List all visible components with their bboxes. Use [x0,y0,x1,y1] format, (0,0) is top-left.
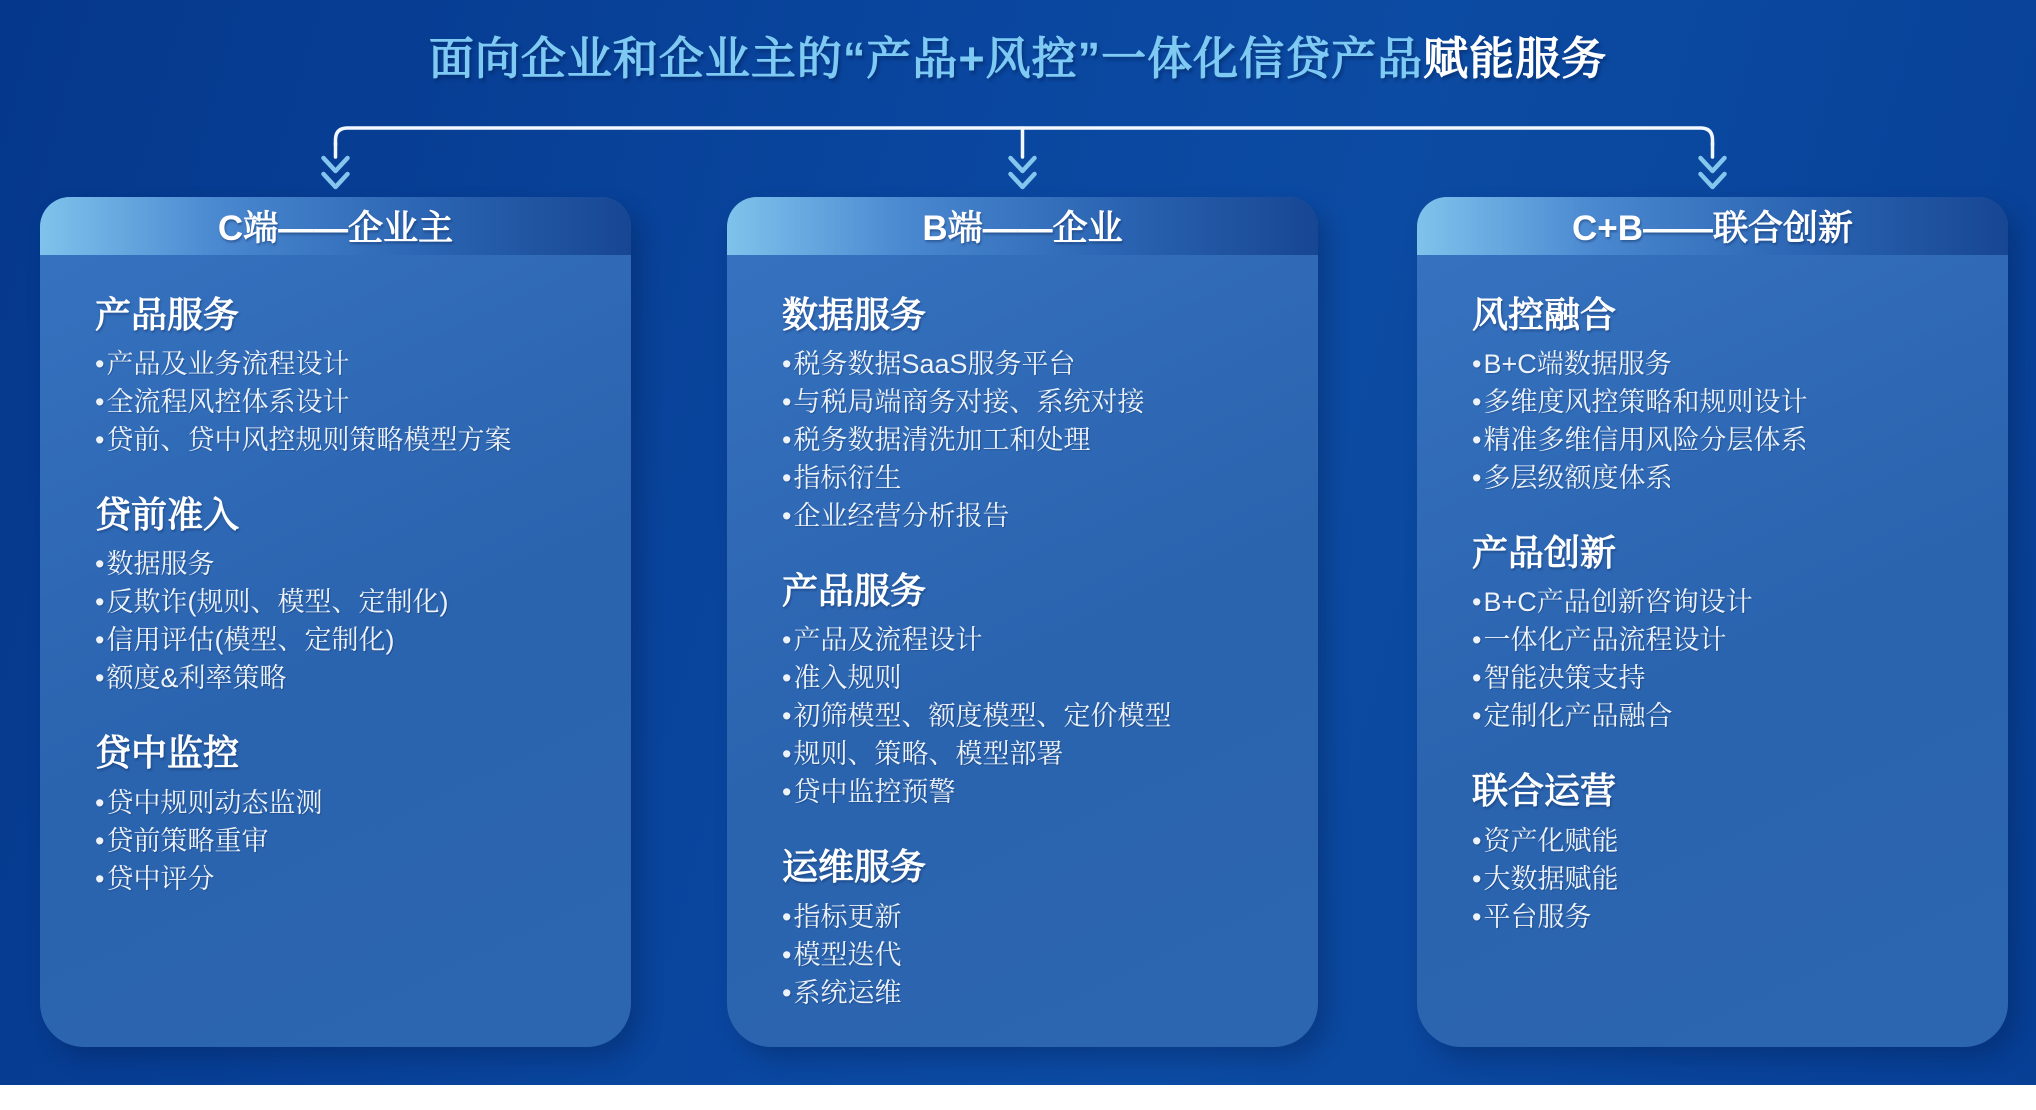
bullet-item: • 产品及业务流程设计 [95,345,581,383]
bullet-list [1472,345,1958,497]
card-header [1417,197,2008,255]
section-heading: 产品服务 [782,570,927,612]
section-ops-service [782,845,1268,1011]
section-heading: 联合运营 [1472,770,1617,812]
bullet-item: • 多维度风控策略和规则设计 [1472,383,1958,421]
bullet-item: • 贷前、贷中风控规则策略模型方案 [95,421,581,459]
section-in-loan-monitoring [95,731,581,897]
card-body [40,255,631,898]
bullet-item: • 全流程风控体系设计 [95,383,581,421]
card-header-label: B端——企业 [922,209,1123,248]
card-body [1417,255,2008,936]
bullet-item: • 数据服务 [95,545,581,583]
section-heading: 贷中监控 [95,732,240,774]
bullet-item: • 税务数据清洗加工和处理 [782,421,1268,459]
bullet-item: • 系统运维 [782,974,1268,1012]
bullet-list [1472,583,1958,735]
bullet-list [95,784,581,898]
card-header [727,197,1318,255]
bullet-item: • 定制化产品融合 [1472,697,1958,735]
card-body [727,255,1318,1012]
down-arrow-right [1701,143,1725,187]
bullet-list [782,621,1268,811]
bullet-item: • 一体化产品流程设计 [1472,621,1958,659]
bullet-item: • 额度&利率策略 [95,659,581,697]
bullet-item: • 模型迭代 [782,936,1268,974]
bullet-item: • 与税局端商务对接、系统对接 [782,383,1268,421]
section-product-innovation [1472,531,1958,735]
section-pre-loan-access [95,493,581,697]
section-risk-control-fusion [1472,293,1958,497]
bullet-item: • 产品及流程设计 [782,621,1268,659]
card-c-end-business-owner [40,197,631,1047]
bullet-item: • 贷前策略重审 [95,822,581,860]
bullet-item: • 大数据赋能 [1472,860,1958,898]
bullet-item: • B+C产品创新咨询设计 [1472,583,1958,621]
section-product-service [95,293,581,459]
page-title [0,22,2036,87]
bullet-item: • 规则、策略、模型部署 [782,735,1268,773]
card-header [40,197,631,255]
bullet-item: • 准入规则 [782,659,1268,697]
bullet-item: • 税务数据SaaS服务平台 [782,345,1268,383]
section-heading: 贷前准入 [95,494,240,536]
bullet-list [782,898,1268,1012]
down-arrow-left [324,143,348,187]
title-highlight: 面向企业和企业主的“产品+风控”一体化信贷产品 [428,33,1424,84]
card-header-label: C+B——联合创新 [1572,209,1853,248]
card-header-label: C端——企业主 [217,209,454,248]
section-joint-operation [1472,769,1958,935]
bullet-item: • B+C端数据服务 [1472,345,1958,383]
bullet-list [95,345,581,459]
section-heading: 运维服务 [782,846,927,888]
bullet-item: • 精准多维信用风险分层体系 [1472,421,1958,459]
bullet-item: • 多层级额度体系 [1472,459,1958,497]
bullet-item: • 反欺诈(规则、模型、定制化) [95,583,581,621]
card-cb-joint-innovation [1417,197,2008,1047]
section-product-service [782,569,1268,811]
section-heading: 数据服务 [782,294,927,335]
section-heading: 风控融合 [1472,294,1617,335]
card-b-end-enterprise [727,197,1318,1047]
bullet-item: • 平台服务 [1472,898,1958,936]
bullet-item: • 初筛模型、额度模型、定价模型 [782,697,1268,735]
bullet-list [95,545,581,697]
bullet-item: • 企业经营分析报告 [782,497,1268,535]
title-emphasis: 赋能服务 [1423,33,1608,84]
bullet-item: • 智能决策支持 [1472,659,1958,697]
connector-arrows [0,95,2036,197]
bullet-list [1472,822,1958,936]
bullet-item: • 资产化赋能 [1472,822,1958,860]
bullet-item: • 信用评估(模型、定制化) [95,621,581,659]
bullet-item: • 指标衍生 [782,459,1268,497]
section-heading: 产品服务 [95,294,240,335]
bullet-item: • 指标更新 [782,898,1268,936]
section-heading: 产品创新 [1472,532,1617,574]
bullet-item: • 贷中规则动态监测 [95,784,581,822]
bullet-item: • 贷中监控预警 [782,773,1268,811]
bullet-list [782,345,1268,535]
section-data-service [782,293,1268,535]
bullet-item: • 贷中评分 [95,860,581,898]
down-arrow-center [1011,128,1035,187]
